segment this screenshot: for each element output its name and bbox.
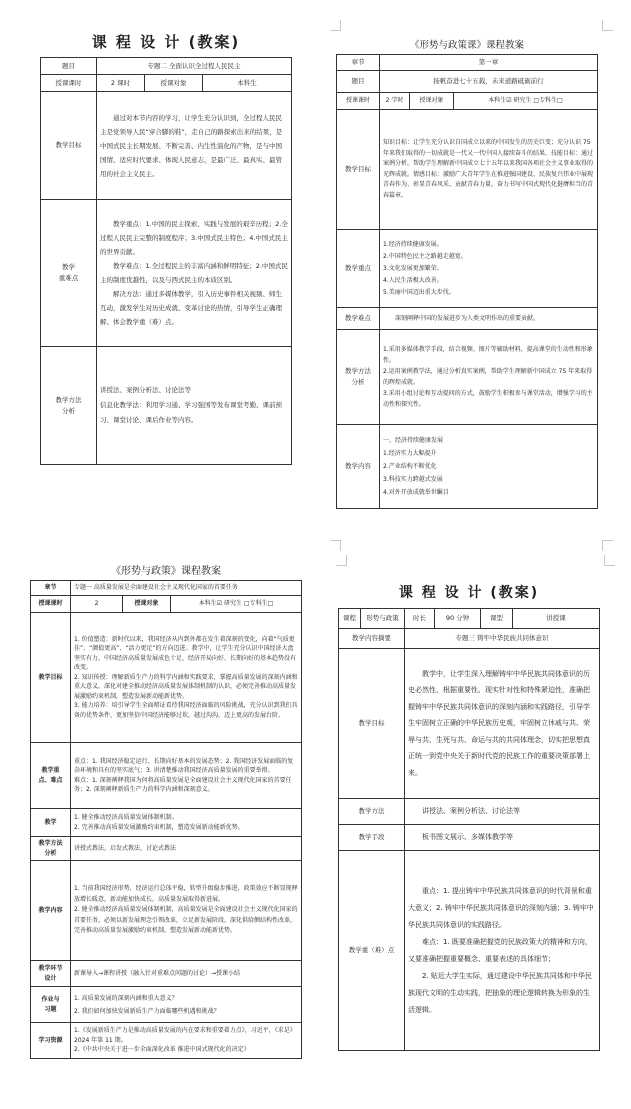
doc3-content-line: 1. 当前我国经济形势，经济运行总体平稳，转型升级稳步推进，政策效应不断显现释放增长暖意，新动能加快成长，高质量发展取得新进展。 [74,885,298,903]
doc4-type-label: 课型 [481,609,513,629]
doc3-goal-label: 教学目标 [31,613,71,743]
doc1-method-line: 信息化教学法：利用学习通、学习强国等发布课堂考勤、课前预习、课堂讨论、课后作业等内容。 [100,401,282,424]
doc1-method-line: 讲授法、案例分析法、讨论法等 [100,386,191,394]
doc3-method-label-1: 教学方法 [38,840,63,847]
doc3-res-line: 2.《中共中央关于进一步全面深化改革 推进中国式现代化的决定》 [74,1046,250,1054]
doc1-method-label-2: 分析 [62,406,75,415]
doc3-target-label: 授课对象 [123,596,171,613]
doc3-design-label [31,961,71,987]
doc4-summary-value: 专题三 铸牢中华民族共同体意识 [405,629,600,649]
doc4-summary-label: 教学内容摘要 [339,629,405,649]
doc2-key-line: 5.美丽中国迈出重大步伐。 [383,288,455,296]
doc3-teach-content [71,809,302,837]
doc2-hours-value: 2 学时 [380,93,410,110]
doc2-content-line: 4.对外开放成就举世瞩目 [383,489,449,496]
lesson-plan-4 [338,572,600,1054]
doc4-table [338,608,600,1051]
doc2-key-line: 4.人民生活极大改善。 [383,276,443,284]
doc1-method-label [41,347,97,465]
doc3-hw-label-2: 习题 [44,1005,57,1013]
doc2-goal-text: 知识目标：让学生充分认识自国成立以来的中国发生的历史巨变；充分认识 75 年来我们取得的一切成就是一代又一代中国人接续奋斗的结果，技能目标：通过案例分析，帮助学生理解新中国成立七十五年以来我国各项社会主义事业取得的光辉成就。情感目标：激励广大青年学生在推进强国建设、民族复兴伟业中展现青春作为、彰显青春风采、贡献青春力量，奋力书写中国式现代化挺膺担当的青春篇章。 [380,110,598,230]
doc4-course-label: 课程 [339,609,361,629]
doc2-content-line: 3.科技实力跨越式发展 [383,476,443,483]
doc1-target-value: 本科生 [203,75,292,92]
doc1-key-label [41,200,97,347]
lesson-plan-2 [336,35,598,520]
doc4-title: 课 程 设 计 (教案) [398,585,540,601]
doc2-method-label-1: 教学方法 [345,367,371,375]
doc1-target-label: 授课对象 [145,75,203,92]
doc4-key-line: 重点：1. 提出铸牢中华民族共同体意识的时代背景和重大意义；2. 铸牢中华民族共同体意识的深刻内涵；3. 铸牢中华民族共同体意识的实践路径。 [408,886,594,929]
doc4-course-value: 形势与政策 [361,609,405,629]
doc1-table [40,57,292,465]
doc1-key-label-1: 教学 [62,263,75,271]
doc2-key-line: 1.经济持续健康发展。 [383,240,443,248]
doc3-content-label: 教学内容 [31,861,71,961]
doc4-key-line: 2. 贴近大学生实际，通过建设中华民族共同体和中华民族现代文明的生动实践，把抽象的理论逻辑转换为形象的生活逻辑。 [408,971,592,1014]
doc1-title: 课 程 设 计 (教案) [91,33,241,51]
doc4-means-value: 板书图文展示、多媒体教学等 [405,825,600,851]
doc1-key-line: 教学重点：1.中国的民主探索、实践与发展的艰辛历程；2.全过程人民民主完整的制度程序；3.中国式民主特色；4.中国式民主的世界贡献。 [100,220,288,256]
corner-mark [604,555,615,566]
doc2-hours-label: 授课课时 [337,93,380,110]
doc4-means-label: 教学手段 [339,825,405,851]
doc3-hours-value: 2 [71,596,123,613]
doc1-key-line: 教学难点：1.全过程民主的丰富内涵和鲜明特征；2.中国式民主的制度优越性，以及与西式民主的本质区别。 [100,262,288,284]
doc4-key-line: 难点：1. 既要准确把握党的民族政策大的精神和方向，又要准确把握重要概念、重要表述的具体细节； [408,937,592,963]
doc3-teach-line: 1. 健全推动经济高质量发展体制机制。 [74,814,178,821]
doc4-method-value: 讲授法、案例分析法、讨论法等 [405,799,600,825]
doc2-key-line: 3.文化发展更加繁荣。 [383,264,443,272]
doc1-method-content [97,347,292,465]
doc3-teach-label: 教学 [31,809,71,837]
doc2-table [336,54,598,509]
doc3-res-line: 1.《发展新质生产力是推动高质量发展的内在要求和重要着力点》，习近平，《求是》2024 年第 11 期。 [74,1027,296,1044]
doc3-method-text: 讲授式教法，启发式教法，讨论式教法 [71,837,302,861]
doc2-key-line: 2.中国特色民主之路越走越宽。 [383,252,467,260]
doc4-time-label: 时长 [405,609,435,629]
doc3-goal-line: 3. 能力培养：培引导学生全面辩证看待我国经济面临的风险挑战，充分认识到我们具备的优势条件，更加坚信中国经济能够过坎，越过沟沟，迈上更高的发展台阶。 [74,702,298,719]
doc3-hw-line: 2. 我们如何加快发展新质生产力面临哪些机遇和挑战？ [74,1007,220,1015]
doc2-method-label [337,330,380,425]
doc3-hw-content [71,987,302,1023]
doc1-goal-label: 教学目标 [41,92,97,200]
doc3-content [71,861,302,961]
doc3-hw-label [31,987,71,1023]
corner-mark [330,20,341,31]
doc2-method-line: 1.采用多媒体教学手段，结合视频、图片等辅助材料，提高课堂的生动性和形象性。 [383,346,593,364]
doc3-design-label-2: 设计 [44,974,57,982]
doc3-chapter-value: 专题一 高质量发展是全面建设社会主义现代化国家的首要任务 [71,581,302,596]
doc3-key-line: 重点：1. 我国经济稳定运行、长期向好基本的发展态势；2. 我国经济发展面临的复杂环境和具有的坚实底气；3. 讲清楚推动我国经济高质量发展的重要举措。 [74,757,294,774]
doc3-key-label-2: 点、难点 [38,776,63,784]
doc2-content-line: 一、经济持续健康发展 [383,437,444,444]
doc1-goal-text: 通过对本节内容的学习，让学生充分认识到，全过程人民民主是党领导人民“穿合脚的鞋”，走自己的路探索出来的结果，是中国式民主长期发展、不断完善、内生性演化的产物，是与中国国情、适应时代要求、体现人民意志，是最广泛、最真实、最管用的社会主义民主。 [97,92,292,200]
doc2-topic-label: 题目 [337,71,380,93]
doc1-key-label-2: 重难点 [58,274,79,282]
doc2-target-options: 本科生☑ 研究生 □专科生□ [454,93,598,110]
doc3-goal-line: 1. 价值塑造：新时代以来，我国经济从内到外都在发生着深刻的变化，向着“气质更佳”、“颜值更高”、“活力更足”的方向迈进。教学中，让学生充分认识中国经济大盘坚实有力，中国经济高质量发展成色十足，经济开局向好、长期向好的基本趋势没有改变。 [74,635,297,672]
doc2-topic-value: 扬帆奋进七十五载，未来道路砥砺前行 [380,71,598,93]
doc3-key-label-1: 教学重 [41,767,60,774]
doc3-method-label-2: 分析 [44,849,57,857]
doc2-content-label: 教学内容 [337,425,380,509]
doc3-hours-label: 授课课时 [31,596,71,613]
doc2-method-label-2: 分析 [351,378,365,386]
doc2-content-line: 2.产业结构不断优化 [383,463,437,470]
doc4-goal-label: 教学目标 [339,649,405,799]
doc3-chapter-label: 章节 [31,581,71,596]
doc2-target-label: 授课对象 [410,93,454,110]
doc3-table [30,580,302,1059]
doc2-diff-label: 教学难点 [337,308,380,330]
doc3-goal-content [71,613,302,743]
corner-mark [336,555,347,566]
doc3-target-options: 本科生☑ 研究生 □专科生□ [171,596,302,613]
corner-mark [330,540,341,551]
doc4-key-label: 教学重（难）点 [339,851,405,1051]
lesson-plan-3 [30,560,302,1080]
doc3-goal-line: 2. 知识传授：理解新质生产力的科学内涵和实践要求，掌握高质量发展的深刻内涵和重大意义，深化对建全推动经济高质量发展体制机制的认识，必须完善推动高质量发展激励约束机制，塑造发展新动能新优势。 [74,673,298,700]
doc3-key-content [71,743,302,809]
doc2-chapter-value: 第一章 [380,55,598,71]
doc2-key-content [380,230,598,308]
doc1-hours-label: 授课课时 [41,75,97,92]
doc3-teach-line: 2. 完善推动高质量发展激励约束机制，塑造发展新动能新优势。 [74,823,244,831]
doc3-key-label [31,743,71,809]
doc4-goal-text: 教学中，让学生深入理解铸牢中华民族共同体意识的历史必然性、根据重要性、现实针对性和特殊紧迫性，准确把握铸牢中华民族共同体意识的深刻内涵和实践路径，引导学生牢固树立正确的中华民族历史观，牢固树立休戚与共、荣辱与共、生死与共、命运与共的共同体理念，切实把思想真正统一到党中央关于新时代党的民族工作的重要决策部署上来。 [405,649,600,799]
doc2-content [380,425,598,509]
doc3-title: 《形势与政策》课程教案 [111,566,221,577]
doc2-method-line: 2.运用案例教学法，通过分析真实案例，帮助学生理解新中国成立 75 年来取得的辉煌成就。 [383,368,593,386]
doc1-key-line: 解决方法：通过多媒体教学，引入历史事件相关视频、师生互动，激发学生对历史成就、变革讨论的热情，引导学生正确理解、体会教学重（难）点。 [100,290,282,326]
doc1-method-label-1: 教学方法 [55,395,82,404]
doc1-topic-value: 专题二 全面认识全过程人民民主 [97,58,292,75]
doc2-content-line: 1.经济实力大幅提升 [383,450,437,457]
doc4-key-content [405,851,600,1051]
doc1-hours-value: 2 课时 [97,75,145,92]
doc3-design-text: 新课导入→课程讲授（融入针对重难点问题的讨论）→授课小结 [71,961,302,987]
corner-mark [602,20,613,31]
doc2-diff-text: 深刻阐释中国的发展进步为人类文明作出的重要贡献。 [380,308,598,330]
doc4-method-label: 教学方法 [339,799,405,825]
doc1-key-content [97,200,292,347]
doc3-method-label [31,837,71,861]
doc4-type-value: 讲授课 [513,609,600,629]
doc2-key-label: 教学重点 [337,230,380,308]
doc2-method-content [380,330,598,425]
doc2-goal-label: 教学目标 [337,110,380,230]
doc3-res-content [71,1023,302,1059]
doc1-topic-label: 题目 [41,58,97,75]
doc3-res-label: 学习资源 [31,1023,71,1059]
doc2-method-line: 3.采用小组讨论和互动提问的方式，鼓励学生积极参与课堂活动，增强学习的主动性和探究性。 [383,390,593,408]
doc3-design-label-1: 教学环节 [38,965,63,972]
doc3-key-line: 难点：1. 深刻阐释我国为何将高质量发展是全面建设社会主义现代化国家的首要任务；2. 深刻阐释新质生产力的科学内涵和深刻意义。 [74,776,292,793]
corner-mark [602,540,613,551]
doc2-chapter-label: 章节 [337,55,380,71]
doc4-time-value: 90 分钟 [435,609,481,629]
doc2-title: 《形势与政策课》课程教案 [409,40,524,51]
doc3-hw-line: 1. 高质量发展的深刻内涵和重大意义？ [74,994,178,1002]
doc3-hw-label-1: 作业与 [41,996,60,1003]
doc3-content-line: 2. 健全推动经济高质量发展体制机制，高质量发展是全面建设社会主义现代化国家的首要任务，必须以新发展理念引领改革，立足新发展阶段，深化供给侧结构性改革，完善推动高质量发展激励约束机制，塑造发展新动能新优势。 [74,906,298,935]
lesson-plan-1 [40,28,292,468]
